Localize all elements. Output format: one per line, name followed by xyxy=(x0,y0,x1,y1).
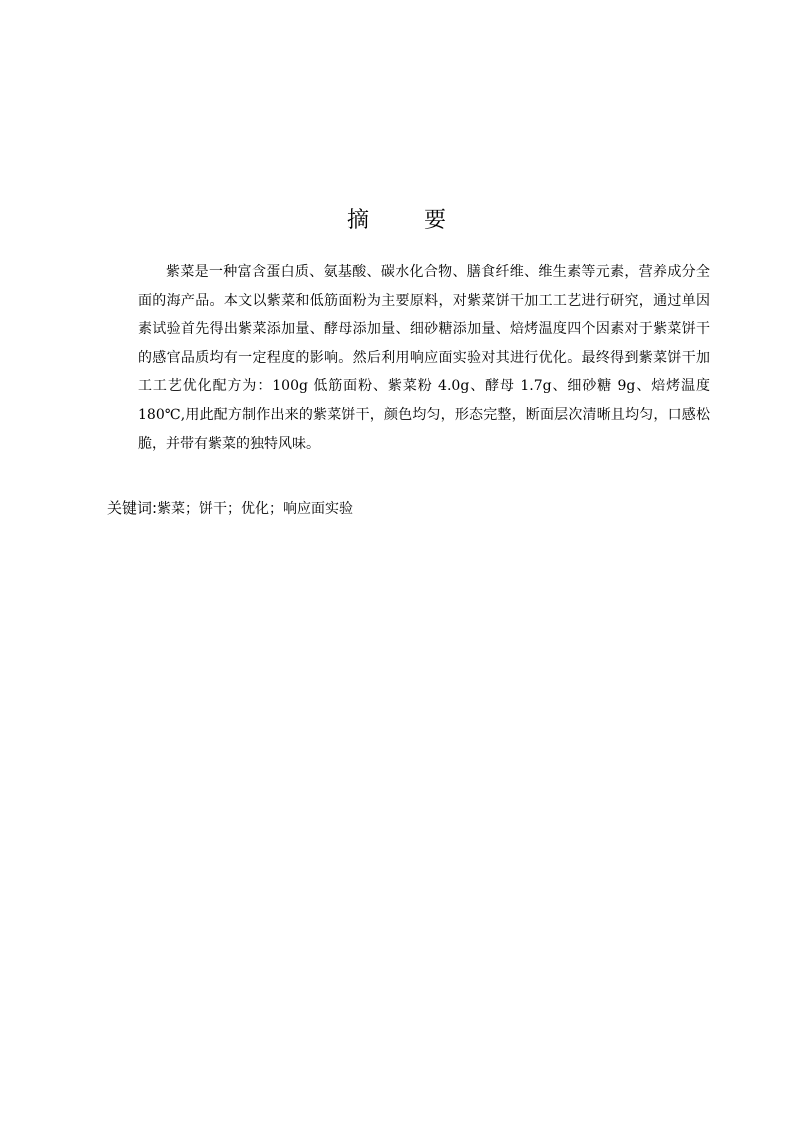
keywords-label: 关键词: xyxy=(107,499,158,517)
abstract-title: 摘 要 xyxy=(347,208,470,233)
keywords-line xyxy=(107,494,707,523)
abstract-body: 紫菜是一种富含蛋白质、氨基酸、碳水化合物、膳食纤维、维生素等元素，营养成分全面的海产品。本文以紫菜和低筋面粉为主要原料，对紫菜饼干加工工艺进行研究，通过单因素试验首先得出紫菜添加量、酵母添加量、细砂糖添加量、焙烤温度四个因素对于紫菜饼干的感官品质均有一定程度的影响。然后利用响应面实验对其进行优化。最终得到紫菜饼干加工工艺优化配方为：100g 低筋面粉、紫菜粉 4.0g、酵母 1.7g、细砂糖 9g、焙烤温度 180℃,用此配方制作出来的紫菜饼干，颜色均匀，形态完整，断面层次清晰且均匀，口感松脆，并带有紫菜的独特风味。 xyxy=(138,264,710,452)
keywords-value: 紫菜；饼干；优化；响应面实验 xyxy=(157,501,354,517)
